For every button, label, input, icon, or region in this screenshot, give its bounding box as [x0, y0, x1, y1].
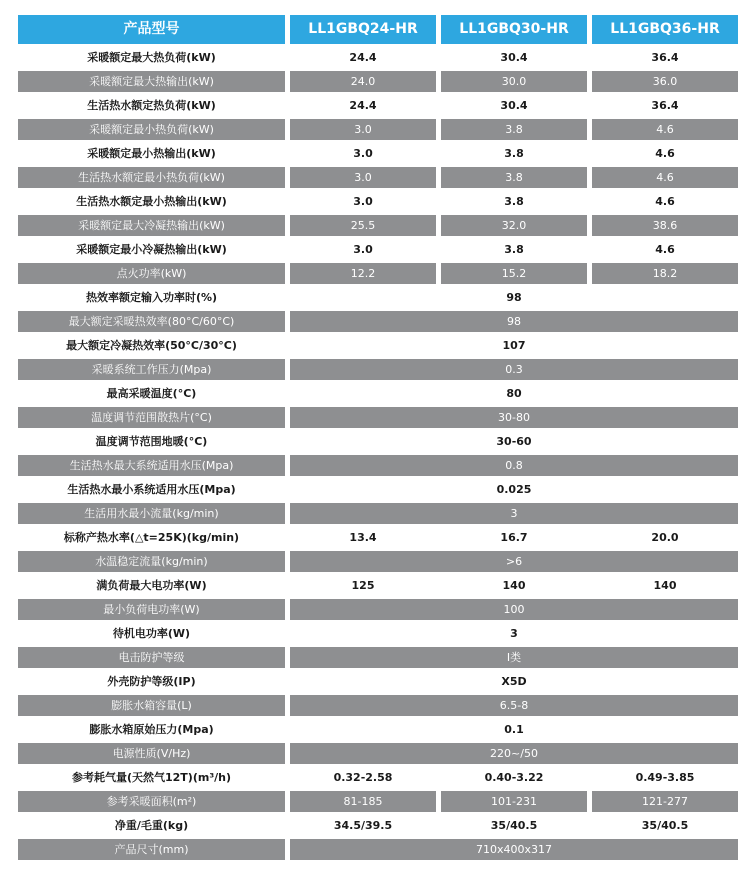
row-label: 采暖额定最小冷凝热输出(kW) [18, 239, 285, 260]
row-label: 生活热水额定热负荷(kW) [18, 95, 285, 116]
row-value-model-1: 24.0 [290, 71, 436, 92]
row-value-model-2: 16.7 [441, 527, 587, 548]
row-value-model-1: 25.5 [290, 215, 436, 236]
row-label: 最高采暖温度(°C) [18, 383, 285, 404]
row-label: 参考采暖面积(m²) [18, 791, 285, 812]
row-value-model-2: 3.8 [441, 119, 587, 140]
row-value-model-1: 81-185 [290, 791, 436, 812]
row-value-model-1: 3.0 [290, 143, 436, 164]
row-value-all-models: X5D [290, 671, 738, 692]
row-label: 最大额定采暖热效率(80°C/60°C) [18, 311, 285, 332]
row-value-model-1: 3.0 [290, 191, 436, 212]
row-value-model-2: 3.8 [441, 191, 587, 212]
row-value-model-3: 20.0 [592, 527, 738, 548]
row-value-model-2: 3.8 [441, 143, 587, 164]
row-value-model-3: 4.6 [592, 119, 738, 140]
row-value-model-1: 13.4 [290, 527, 436, 548]
row-label: 热效率额定输入功率时(%) [18, 287, 285, 308]
row-value-model-1: 34.5/39.5 [290, 815, 436, 836]
header-model-3: LL1GBQ36-HR [592, 15, 738, 44]
row-label: 生活用水最小流量(kg/min) [18, 503, 285, 524]
row-label: 生活热水额定最小热输出(kW) [18, 191, 285, 212]
row-value-all-models: 80 [290, 383, 738, 404]
row-value-model-1: 125 [290, 575, 436, 596]
row-label: 产品尺寸(mm) [18, 839, 285, 860]
row-value-model-3: 121-277 [592, 791, 738, 812]
row-label: 外壳防护等级(IP) [18, 671, 285, 692]
row-value-model-3: 4.6 [592, 191, 738, 212]
row-value-all-models: 30-60 [290, 431, 738, 452]
row-value-all-models: 98 [290, 287, 738, 308]
row-label: 生活热水额定最小热负荷(kW) [18, 167, 285, 188]
row-value-model-2: 3.8 [441, 167, 587, 188]
row-value-model-1: 24.4 [290, 95, 436, 116]
row-value-all-models: 0.025 [290, 479, 738, 500]
row-label: 电源性质(V/Hz) [18, 743, 285, 764]
row-value-model-3: 140 [592, 575, 738, 596]
row-value-model-3: 0.49-3.85 [592, 767, 738, 788]
row-value-model-2: 0.40-3.22 [441, 767, 587, 788]
row-label: 采暖额定最小热负荷(kW) [18, 119, 285, 140]
row-value-model-2: 101-231 [441, 791, 587, 812]
row-label: 标称产热水率(△t=25K)(kg/min) [18, 527, 285, 548]
row-value-all-models: 0.1 [290, 719, 738, 740]
row-value-all-models: 3 [290, 503, 738, 524]
row-label: 满负荷最大电功率(W) [18, 575, 285, 596]
row-value-model-2: 3.8 [441, 239, 587, 260]
row-label: 膨胀水箱容量(L) [18, 695, 285, 716]
header-model-2: LL1GBQ30-HR [441, 15, 587, 44]
row-value-model-1: 0.32-2.58 [290, 767, 436, 788]
row-value-model-3: 4.6 [592, 167, 738, 188]
row-value-all-models: I类 [290, 647, 738, 668]
row-label: 采暖额定最大热输出(kW) [18, 71, 285, 92]
row-label: 最小负荷电功率(W) [18, 599, 285, 620]
row-label: 生活热水最大系统适用水压(Mpa) [18, 455, 285, 476]
row-value-model-3: 36.4 [592, 95, 738, 116]
row-value-all-models: 6.5-8 [290, 695, 738, 716]
row-value-all-models: 98 [290, 311, 738, 332]
row-label: 点火功率(kW) [18, 263, 285, 284]
row-value-all-models: 30-80 [290, 407, 738, 428]
row-label: 采暖额定最小热输出(kW) [18, 143, 285, 164]
row-label: 净重/毛重(kg) [18, 815, 285, 836]
row-value-all-models: 3 [290, 623, 738, 644]
row-label: 采暖额定最大热负荷(kW) [18, 47, 285, 68]
row-label: 生活热水最小系统适用水压(Mpa) [18, 479, 285, 500]
header-model-1: LL1GBQ24-HR [290, 15, 436, 44]
row-value-model-2: 32.0 [441, 215, 587, 236]
row-value-all-models: 107 [290, 335, 738, 356]
row-value-model-3: 36.4 [592, 47, 738, 68]
row-value-model-3: 36.0 [592, 71, 738, 92]
row-label: 采暖系统工作压力(Mpa) [18, 359, 285, 380]
row-value-model-1: 24.4 [290, 47, 436, 68]
row-value-all-models: 0.3 [290, 359, 738, 380]
row-label: 膨胀水箱原始压力(Mpa) [18, 719, 285, 740]
row-value-model-3: 4.6 [592, 143, 738, 164]
row-value-model-2: 15.2 [441, 263, 587, 284]
row-value-model-2: 140 [441, 575, 587, 596]
row-value-model-1: 3.0 [290, 239, 436, 260]
row-value-all-models: 100 [290, 599, 738, 620]
row-value-model-3: 38.6 [592, 215, 738, 236]
row-label: 最大额定冷凝热效率(50°C/30°C) [18, 335, 285, 356]
spec-table [18, 15, 738, 860]
row-value-model-3: 4.6 [592, 239, 738, 260]
row-label: 电击防护等级 [18, 647, 285, 668]
row-value-all-models: 710x400x317 [290, 839, 738, 860]
row-value-model-1: 12.2 [290, 263, 436, 284]
row-value-model-3: 18.2 [592, 263, 738, 284]
row-value-model-2: 30.0 [441, 71, 587, 92]
row-label: 待机电功率(W) [18, 623, 285, 644]
row-label: 水温稳定流量(kg/min) [18, 551, 285, 572]
row-value-model-3: 35/40.5 [592, 815, 738, 836]
header-label: 产品型号 [18, 15, 285, 44]
row-value-all-models: >6 [290, 551, 738, 572]
row-value-model-1: 3.0 [290, 119, 436, 140]
row-value-model-2: 35/40.5 [441, 815, 587, 836]
row-value-all-models: 0.8 [290, 455, 738, 476]
row-label: 采暖额定最大冷凝热输出(kW) [18, 215, 285, 236]
row-label: 温度调节范围散热片(°C) [18, 407, 285, 428]
row-label: 温度调节范围地暖(°C) [18, 431, 285, 452]
row-value-model-2: 30.4 [441, 95, 587, 116]
row-value-all-models: 220~/50 [290, 743, 738, 764]
row-value-model-2: 30.4 [441, 47, 587, 68]
row-value-model-1: 3.0 [290, 167, 436, 188]
row-label: 参考耗气量(天然气12T)(m³/h) [18, 767, 285, 788]
